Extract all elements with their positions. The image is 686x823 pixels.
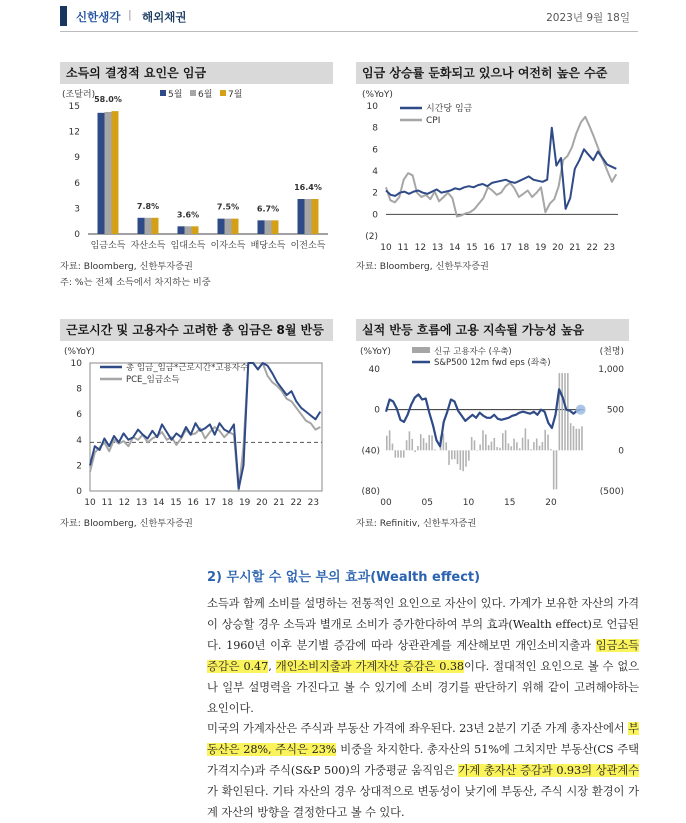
panel-wage-growth: [356, 62, 629, 274]
x-tick-label: 임금소득: [91, 239, 126, 251]
employment-bar: [491, 442, 493, 451]
report-date: 2023년 9월 18일: [546, 10, 630, 25]
source-note: 자료: Bloomberg, 신한투자증권: [356, 260, 629, 274]
y-tick-label: 15: [69, 102, 80, 112]
y-tick-label: 3: [74, 204, 80, 214]
bar: [298, 199, 305, 234]
employment-bar: [389, 430, 391, 450]
bar: [192, 226, 199, 234]
bar: [145, 218, 152, 234]
series-line-cpi: [386, 117, 616, 217]
x-tick-label: 17: [501, 243, 512, 253]
x-tick-label: 11: [101, 498, 112, 508]
y-tick-label: (2): [365, 232, 378, 242]
employment-bar: [397, 450, 399, 457]
y-tick-label: 2: [76, 461, 82, 471]
y-tick-label: 12: [69, 128, 80, 138]
x-tick-label: 16: [483, 243, 495, 253]
employment-bar: [508, 443, 510, 450]
x-tick-label: 18: [518, 243, 530, 253]
header-divider: [60, 31, 638, 32]
employment-bar: [505, 430, 507, 450]
x-tick-label: 16: [187, 498, 199, 508]
text-span: 이다. 절대적인 요인으로 볼 수 없으나 일부 설명력을 가진다고 볼 수 있기에 소비 경기를 판단하기 위해 같이 고려해야하는 요인이다.: [207, 660, 639, 715]
highlight-text: 부동산은 28%, 주식은 23%: [207, 722, 639, 756]
section-heading: 2) 무시할 수 없는 부의 효과(Wealth effect): [207, 566, 480, 585]
employment-bar: [445, 442, 447, 450]
header-accent-bar: [60, 6, 67, 26]
text-span: 가 확인된다. 기타 자산의 경우 상대적으로 변동성이 낮기에 부동산, 주식 시장 환경이 가계 자산의 방향을 결정한다고 볼 수 있다.: [207, 785, 639, 819]
x-tick-label: 19: [239, 498, 251, 508]
x-tick-label: 17: [205, 498, 216, 508]
x-tick-label: 21: [569, 243, 580, 253]
employment-bar: [409, 431, 411, 450]
employment-bar: [411, 439, 413, 450]
bar-chart-income: [60, 88, 333, 258]
bar: [105, 112, 112, 234]
bar: [112, 111, 119, 234]
y-tick-label: 10: [71, 359, 83, 369]
bar: [305, 199, 312, 234]
employment-bar: [465, 450, 467, 466]
employment-bar: [479, 444, 481, 450]
x-tick-label: 이자소득: [211, 239, 246, 251]
panel-title: 임금 상승률 둔화되고 있으나 여전히 높은 수준: [356, 62, 629, 84]
employment-bar: [522, 438, 524, 451]
panel-title: 실적 반등 흐름에 고용 지속될 가능성 높음: [356, 319, 629, 341]
legend-swatch: [220, 90, 226, 96]
employment-bar: [578, 429, 580, 450]
employment-bar: [414, 450, 416, 452]
highlight-text: 개인소비지출과 가계자산 증감은 0.38: [276, 660, 464, 673]
bar: [232, 219, 239, 234]
combo-chart-eps-employment: [356, 345, 629, 515]
y-tick-label: 0: [76, 487, 82, 497]
panel-title: 소득의 결정적 요인은 임금: [60, 62, 333, 84]
y-tick-label-right: (500): [600, 487, 624, 497]
x-tick-label: 이전소득: [291, 239, 326, 251]
legend-label: 7월: [228, 88, 242, 100]
employment-bar: [417, 446, 419, 450]
highlight-text: 임금소득 증감은 0.47: [207, 639, 639, 673]
employment-bar: [477, 450, 479, 451]
legend-label: 신규 고용자수 (우축): [434, 346, 512, 357]
paragraph-household-assets: [207, 718, 639, 823]
employment-bar: [406, 440, 408, 450]
x-tick-label: 12: [119, 498, 130, 508]
employment-bar: [426, 443, 428, 451]
y-tick-label: 4: [372, 167, 378, 177]
x-tick-label: 15: [170, 498, 181, 508]
employment-bar: [496, 447, 498, 450]
bar: [178, 226, 185, 234]
bar: [218, 219, 225, 234]
employment-bar: [457, 450, 459, 464]
text-span: 소득과 함께 소비를 설명하는 전통적인 요인으로 자산이 있다. 가계가 보유한 자산의 가격이 상승할 경우 소득과 별개로 소비가 증가한다하여 부의 효과(Wealth effect)로 언급된다. 1960년 이후 분기별 증감에 따라 상관관계를 계산해보면 개인소비지출과: [207, 597, 639, 652]
panel-title: 근로시간 및 고용자수 고려한 총 임금은 8월 반등: [60, 319, 333, 341]
employment-bar: [443, 433, 445, 450]
source-note: 자료: Bloomberg, 신한투자증권: [60, 517, 333, 531]
y-tick-label: 8: [372, 124, 378, 134]
x-tick-label: 19: [535, 243, 547, 253]
y-tick-label-left: (40): [362, 446, 380, 456]
employment-bar: [559, 373, 561, 450]
panel-income-factors: [60, 62, 333, 290]
x-tick-label: 임대소득: [171, 239, 206, 251]
y-axis-label-right: (천명): [600, 345, 624, 357]
employment-bar: [519, 448, 521, 450]
employment-bar: [423, 438, 425, 450]
x-tick-label: 22: [290, 498, 301, 508]
employment-bar: [533, 442, 535, 450]
legend-label: 5월: [168, 88, 182, 100]
x-tick-label: 14: [449, 243, 461, 253]
y-axis-label: (%YoY): [64, 347, 95, 357]
y-axis-label-left: (%YoY): [360, 347, 391, 357]
employment-bar: [428, 435, 430, 450]
employment-bar: [564, 373, 566, 450]
x-tick-label: 22: [586, 243, 597, 253]
employment-bar: [539, 446, 541, 451]
legend-label: 6월: [198, 88, 212, 100]
y-tick-label-right: 1,000: [598, 365, 624, 375]
y-tick-label-right: 0: [618, 446, 624, 456]
employment-bar: [488, 445, 490, 450]
data-label: 16.4%: [294, 183, 322, 192]
bar: [312, 199, 319, 234]
bar: [138, 218, 145, 234]
data-label: 7.5%: [217, 203, 239, 212]
employment-bar: [434, 449, 436, 450]
x-tick-label: 05: [422, 498, 433, 508]
data-label: 3.6%: [177, 210, 199, 219]
source-note: 자료: Refinitiv, 신한투자증권: [356, 517, 629, 531]
employment-bar: [570, 423, 572, 450]
y-tick-label: 6: [372, 145, 378, 155]
x-tick-label: 23: [604, 243, 615, 253]
employment-bar: [573, 426, 575, 450]
x-tick-label: 10: [380, 243, 392, 253]
y-tick-label-left: (80): [362, 487, 380, 497]
source-note: 자료: Bloomberg, 신한투자증권: [60, 260, 333, 274]
bar: [98, 113, 105, 234]
employment-bar: [493, 438, 495, 450]
legend-swatch: [160, 90, 166, 96]
employment-bar: [471, 437, 473, 450]
employment-bar: [530, 449, 532, 450]
y-axis-label: (%YoY): [362, 90, 393, 100]
bar: [185, 226, 192, 234]
y-tick-label: 2: [372, 189, 378, 199]
x-tick-label: 배당소득: [251, 239, 286, 251]
data-label: 6.7%: [257, 204, 279, 213]
highlight-text: 가계 총자산 증감과 0.93의 상관계수: [458, 764, 639, 777]
employment-bar: [460, 450, 462, 470]
legend-label: S&P500 12m fwd eps (좌축): [434, 357, 551, 368]
employment-bar: [544, 430, 546, 451]
employment-bar: [527, 439, 529, 450]
panel-earnings-employment: [356, 319, 629, 531]
y-axis-label: (조달러): [62, 88, 95, 100]
y-tick-label: 9: [74, 153, 80, 163]
paragraph-wealth-effect: [207, 593, 639, 719]
bar: [265, 220, 272, 234]
employment-bar: [550, 449, 552, 450]
x-tick-label: 20: [256, 498, 268, 508]
employment-bar: [400, 450, 402, 457]
employment-bar: [510, 446, 512, 450]
x-tick-label: 12: [415, 243, 426, 253]
text-span: 미국의 가계자산은 주식과 부동산 가격에 좌우된다. 23년 2분기 기준 가계 총자산에서: [207, 722, 628, 735]
employment-bar: [525, 428, 527, 450]
employment-bar: [482, 430, 484, 450]
bar: [225, 219, 232, 234]
employment-bar: [462, 450, 464, 471]
employment-bar: [403, 450, 405, 457]
x-tick-label: 13: [432, 243, 443, 253]
bar: [152, 218, 159, 234]
employment-bar: [567, 373, 569, 450]
y-tick-label: 4: [76, 436, 82, 446]
bar: [258, 220, 265, 234]
employment-bar: [547, 435, 549, 451]
employment-bar: [451, 450, 453, 459]
x-tick-label: 00: [380, 498, 392, 508]
header-separator: |: [128, 8, 132, 21]
legend-swatch: [190, 90, 196, 96]
x-tick-label: 14: [153, 498, 165, 508]
legend-label: PCE_임금소득: [126, 374, 180, 385]
series-line-total-wage: [90, 363, 320, 488]
footnote: 주: %는 전체 소득에서 차지하는 비중: [60, 276, 333, 290]
legend-label: 총 임금_임금*근로시간*고용자수: [126, 362, 249, 373]
section-name: 해외채권: [142, 9, 186, 25]
x-tick-label: 21: [273, 498, 284, 508]
y-tick-label: 0: [74, 230, 80, 240]
employment-bar: [394, 450, 396, 457]
data-label: 7.8%: [137, 202, 159, 211]
y-tick-label: 6: [76, 410, 82, 420]
y-tick-label-right: 500: [607, 406, 624, 416]
line-chart-total-wages: [60, 345, 333, 515]
employment-bar: [454, 450, 456, 459]
line-chart-wage-cpi: [356, 88, 629, 258]
employment-bar: [474, 440, 476, 450]
employment-bar: [499, 448, 501, 451]
brand-name: 신한생각: [76, 9, 120, 25]
x-tick-label: 15: [504, 498, 515, 508]
employment-bar: [448, 450, 450, 465]
employment-bar: [516, 442, 518, 450]
x-tick-label: 10: [84, 498, 96, 508]
employment-bar: [576, 429, 578, 451]
employment-bar: [553, 450, 555, 489]
legend-label: 시간당 임금: [426, 102, 473, 114]
text-span: 비중을 차지한다. 총자산의 51%에 그치지만 부동산(CS 주택가격지수)과 주식(S&P 500)의 가중평균 움직임은: [207, 743, 639, 777]
x-tick-label: 10: [463, 498, 475, 508]
x-tick-label: 11: [397, 243, 408, 253]
y-tick-label: 6: [74, 179, 80, 189]
employment-bar: [561, 373, 563, 450]
latest-point-marker: [576, 405, 586, 415]
panel-total-wages: [60, 319, 333, 531]
y-tick-label-left: 0: [374, 406, 380, 416]
x-tick-label: 자산소득: [131, 239, 166, 251]
x-tick-label: 20: [552, 243, 564, 253]
employment-bar: [485, 434, 487, 450]
x-tick-label: 18: [222, 498, 234, 508]
employment-bar: [502, 433, 504, 450]
data-label: 58.0%: [94, 95, 122, 104]
y-tick-label: 8: [76, 385, 82, 395]
employment-bar: [431, 435, 433, 450]
employment-bar: [556, 450, 558, 489]
y-tick-label: 0: [372, 210, 378, 220]
legend-label: CPI: [426, 116, 440, 126]
x-tick-label: 13: [136, 498, 147, 508]
employment-bar: [542, 442, 544, 450]
x-tick-label: 23: [308, 498, 319, 508]
employment-bar: [468, 450, 470, 460]
legend-swatch: [412, 347, 430, 353]
bar: [272, 220, 279, 234]
y-tick-label: 10: [367, 102, 379, 112]
y-tick-label-left: 40: [369, 365, 381, 375]
x-tick-label: 20: [545, 498, 557, 508]
employment-bar: [420, 434, 422, 450]
employment-bar: [536, 438, 538, 450]
employment-bar: [581, 426, 583, 450]
employment-bar: [392, 444, 394, 451]
employment-bar: [513, 439, 515, 451]
text-span: ,: [268, 660, 276, 673]
employment-bar: [386, 436, 388, 451]
x-tick-label: 15: [466, 243, 477, 253]
